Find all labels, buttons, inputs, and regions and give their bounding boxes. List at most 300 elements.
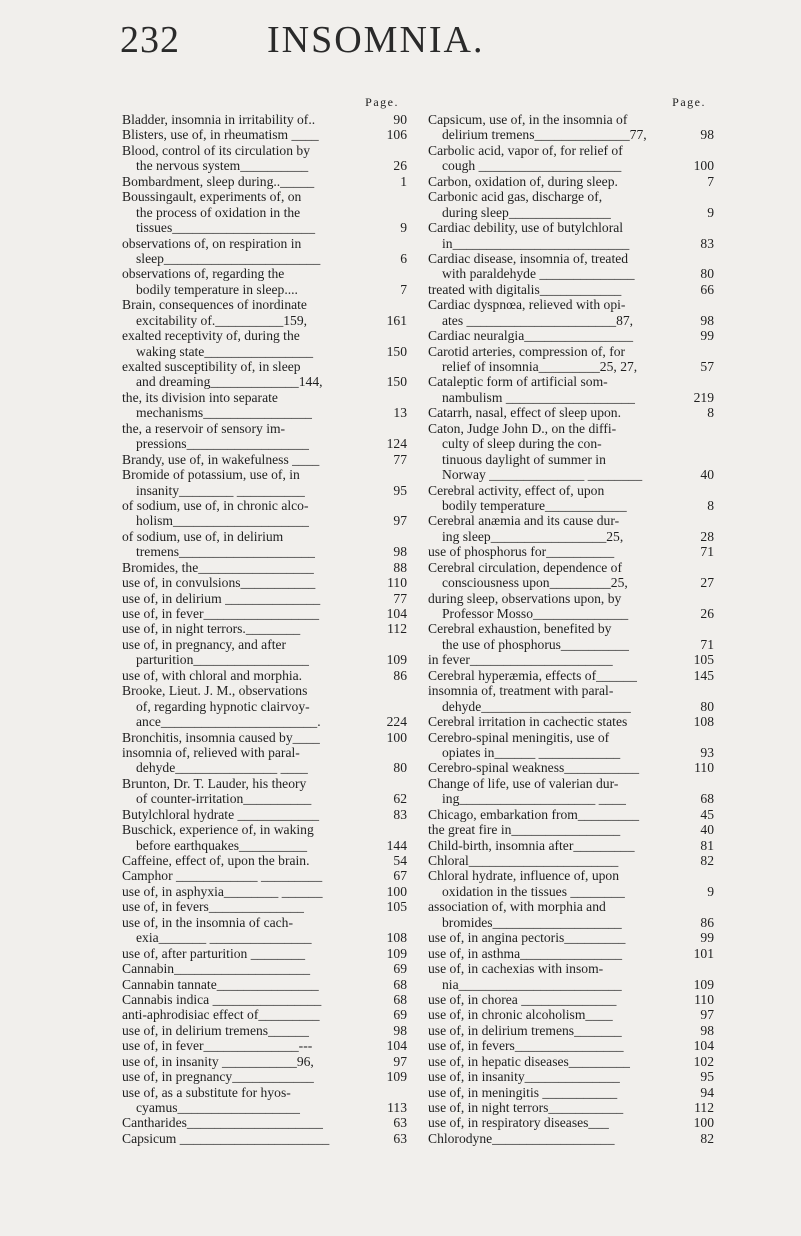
index-entry [428,1115,714,1130]
index-entry [122,1054,407,1069]
index-entry-text: Carotid arteries, compression of, for [428,343,626,359]
index-entry-text: Professor Mosso______________ [442,606,629,621]
index-entry-page: 13 [393,405,407,421]
index-entry [428,405,714,420]
index-entry [428,374,714,389]
index-entry-text: Cerebral irritation in cachectic states [428,714,628,730]
index-entry-page: 57 [700,359,714,374]
index-entry-text: before earthquakes__________ [136,837,307,853]
index-entry-text: Cerebral activity, effect of, upon [428,482,605,498]
index-entry [428,282,714,297]
index-entry-text: waking state________________ [136,343,314,359]
index-entry [122,575,407,590]
index-entry-page: 45 [700,806,714,822]
index-entry-text: anti-aphrodisiac effect of_________ [122,1007,320,1023]
index-entry-text: of sodium, use of, in chronic alco- [122,497,309,513]
index-entry [122,174,407,189]
index-entry-page: 105 [693,652,714,668]
index-entry-text: culty of sleep during the con- [442,436,602,452]
index-entry-text: Brooke, Lieut. J. M., observations [122,683,308,699]
index-entry-text: Carbonic acid gas, discharge of, [428,189,603,205]
index-entry-page: 83 [700,235,714,251]
index-entry-page: 68 [393,976,407,992]
index-entry-page: 100 [386,883,407,899]
index-entry-page: 94 [700,1084,714,1100]
index-entry [428,174,714,189]
index-entry-page: 104 [386,1038,407,1054]
index-entry-page: 99 [700,930,714,946]
index-entry-page: 71 [700,636,714,652]
index-entry-page: 1 [400,173,407,189]
index-entry [428,853,714,868]
index-entry [428,467,714,482]
index-entry-text: nambulism ___________________ [442,389,635,405]
index-entry-text: Caffeine, effect of, upon the brain. [122,853,310,868]
index-entry-text: Cardiac neuralgia________________ [428,328,633,344]
index-entry-text: use of, in insanity______________ [428,1069,620,1085]
index-entry [428,637,714,652]
index-entry-page: 100 [693,1115,714,1131]
index-entry [122,899,407,914]
index-entry [122,112,407,127]
index-entry-page: 90 [393,112,407,127]
index-entry-page: 88 [393,559,407,575]
index-entry-text: use of, in pregnancy____________ [122,1069,314,1085]
index-entry-page: 110 [387,575,407,591]
index-entry-text: use of, in fevers______________ [122,899,304,915]
index-entry [122,745,407,760]
index-entry-text: the nervous system__________ [136,158,309,174]
index-entry-text: ing____________________ ____ [442,791,626,807]
index-entry [428,606,714,621]
index-entry-text: Cardiac dyspnœa, relieved with opi- [428,297,626,313]
index-entry-text: the, its division into separate [122,389,278,405]
index-entry-page: 7 [400,281,407,297]
index-entry-text: Brain, consequences of inordinate [122,297,307,313]
index-entry-text: use of, in delirium tremens______ [122,1022,309,1038]
index-entry [122,390,407,405]
index-entry-page: 28 [700,528,714,544]
index-entry-text: Bladder, insomnia in irritability of.. [122,112,316,127]
index-entry-text: during sleep, observations upon, by [428,590,622,606]
index-entry [428,699,714,714]
index-entry [122,544,407,559]
index-entry [122,1131,407,1146]
index-entry-text: use of, in delirium tremens_______ [428,1022,622,1038]
index-entry [428,313,714,328]
index-entry-page: 113 [387,1100,407,1115]
index-entry-text: Caton, Judge John D., on the diffi- [428,420,617,436]
index-entry-page: 98 [700,1022,714,1038]
index-entry [428,1023,714,1038]
index-entry-text: Chicago, embarkation from_________ [428,806,640,822]
index-entry-text: use of, after parturition ________ [122,945,306,961]
index-entry [428,513,714,528]
index-entry-text: with paraldehyde ______________ [442,266,635,282]
index-entry-text: Cannabin tannate_______________ [122,976,319,992]
index-entry-page: 81 [700,837,714,853]
index-entry-text: Chloral______________________ [428,853,619,868]
index-entry [122,760,407,775]
index-entry [122,699,407,714]
index-entry [428,390,714,405]
index-entry-text: Chlorodyne__________________ [428,1130,615,1146]
index-entry-text: Cerebro-spinal meningitis, use of [428,729,610,745]
index-entry [428,544,714,559]
index-entry-text: cyamus__________________ [136,1100,300,1115]
index-entry-text: Cerebral exhaustion, benefited by [428,621,612,637]
index-entry [122,127,407,142]
index-entry [122,606,407,621]
index-entry-text: use of, in angina pectoris_________ [428,930,626,946]
index-entry-page: 82 [700,853,714,868]
index-entry [428,776,714,791]
index-entry [122,776,407,791]
index-entry-page: 9 [707,204,714,220]
index-entry-text: Carbolic acid, vapor of, for relief of [428,142,623,158]
index-entry [428,730,714,745]
index-entry-text: Child-birth, insomnia after_________ [428,837,635,853]
index-entry-text: the great fire in________________ [428,822,621,838]
index-entry-text: during sleep_______________ [442,204,611,220]
index-entry-page: 104 [386,606,407,621]
index-entry-text: Blisters, use of, in rheumatism ____ [122,127,319,143]
index-entry-text: use of, in the insomnia of cach- [122,914,294,930]
index-entry-page: 100 [386,729,407,745]
index-entry-text: Carbon, oxidation of, during sleep. [428,173,618,189]
index-entry-page: 110 [694,991,714,1007]
index-entry [122,483,407,498]
index-entry-page: 110 [694,760,714,776]
page-column-heading: Page. [365,95,399,109]
index-entry [428,930,714,945]
index-entry-text: use of, in chorea ______________ [428,991,617,1007]
index-entry-text: observations of, on respiration in [122,235,302,251]
index-entry-page: 112 [387,621,407,637]
index-entry-page: 112 [694,1100,714,1115]
index-entry [428,760,714,775]
index-entry-page: 97 [393,513,407,529]
index-entry [428,158,714,173]
index-entry-page: 9 [400,220,407,236]
index-entry-page: 104 [693,1038,714,1054]
index-entry-text: Boussingault, experiments of, on [122,189,302,205]
index-entry [122,868,407,883]
index-entry-text: dehyde_______________ ____ [136,760,308,776]
index-entry-text: Brunton, Dr. T. Lauder, his theory [122,775,307,791]
index-entry [122,467,407,482]
index-entry-text: Capsicum, use of, in the insomnia of [428,112,628,127]
index-entry-text: use of, in insanity ___________96, [122,1053,314,1069]
index-entry-text: exalted susceptibility of, in sleep [122,359,301,374]
index-entry-text: exalted receptivity of, during the [122,328,300,344]
index-entry [428,714,714,729]
index-entry [122,730,407,745]
index-entry [428,977,714,992]
index-entry-page: 68 [700,791,714,807]
index-entry [428,621,714,636]
index-entry [122,992,407,1007]
index-entry-text: cough _____________________ [442,158,622,174]
index-entry [428,668,714,683]
index-entry-page: 7 [707,173,714,189]
index-entry-text: Bromides, the_________________ [122,559,314,575]
index-entry-text: bodily temperature in sleep.... [136,281,298,297]
index-entry-page: 63 [393,1130,407,1146]
index-entry-text: the use of phosphorus__________ [442,636,629,652]
index-entry-page: 9 [707,883,714,899]
index-entry-text: use of, in fevers________________ [428,1038,624,1054]
index-entry [428,946,714,961]
index-entry-text: in fever_____________________ [428,652,613,668]
index-entry [428,452,714,467]
index-entry [122,436,407,451]
page-column-heading: Page. [672,95,706,109]
index-entry-text: Blood, control of its circulation by [122,142,311,158]
index-entry-page: 27 [700,575,714,591]
left-index-column [122,92,407,1146]
index-entry-page: 219 [693,389,714,405]
index-entry-page: 108 [693,714,714,730]
index-entry-text: Cantharides____________________ [122,1115,323,1131]
index-entry-text: use of, in night terrors___________ [428,1100,624,1115]
index-entry [122,1038,407,1053]
running-title: INSOMNIA. [267,19,485,61]
index-entry-text: use of phosphorus for__________ [428,544,615,560]
index-entry-page: 100 [693,158,714,174]
index-entry-text: insanity________ __________ [136,482,305,498]
index-entry [122,1069,407,1084]
index-entry [122,977,407,992]
index-entry-text: Chloral hydrate, influence of, upon [428,868,620,884]
index-entry-text: Cardiac debility, use of butylchloral [428,220,624,236]
index-entry-text: the process of oxidation in the [136,204,301,220]
index-entry-text: Buschick, experience of, in waking [122,822,314,838]
index-entry [122,1085,407,1100]
index-entry [428,1131,714,1146]
index-entry-text: Cannabin____________________ [122,961,311,977]
index-entry-page: 150 [386,343,407,359]
index-entry-page: 95 [700,1069,714,1085]
index-entry-text: consciousness upon_________25, [442,575,628,591]
index-entry [122,236,407,251]
index-entry-text: Cerebro-spinal weakness___________ [428,760,640,776]
index-entry [428,205,714,220]
index-entry-text: Catarrh, nasal, effect of sleep upon. [428,405,622,421]
index-entry [428,436,714,451]
index-entry [428,189,714,204]
index-entry-text: tinuous daylight of summer in [442,451,606,467]
index-entry [428,791,714,806]
index-entry-text: use of, in chronic alcoholism____ [428,1007,613,1023]
index-entry-page: 99 [700,328,714,344]
index-entry-text: Cerebral circulation, dependence of [428,559,622,575]
index-entry [122,359,407,374]
index-entry [122,405,407,420]
index-entry-text: the, a reservoir of sensory im- [122,420,286,436]
index-entry [122,591,407,606]
index-entry-page: 69 [393,961,407,977]
index-entry [428,112,714,127]
index-entry-text: observations of, regarding the [122,266,285,282]
index-entry-text: parturition_________________ [136,652,309,668]
index-entry-text: use of, with chloral and morphia. [122,667,303,683]
index-entry-page: 40 [700,822,714,838]
index-entry-text: ance_______________________. [136,714,321,730]
index-entry [428,560,714,575]
index-entry [122,1023,407,1038]
index-entry [428,529,714,544]
index-entry-text: use of, in respiratory diseases___ [428,1115,609,1131]
index-entry [122,560,407,575]
index-entry-page: 82 [700,1130,714,1146]
index-entry-page: 97 [393,1053,407,1069]
index-entry-text: dehyde______________________ [442,698,631,714]
index-entry-text: Bromide of potassium, use of, in [122,467,300,483]
index-entry [428,143,714,158]
index-entry-page: 109 [386,1069,407,1085]
index-entry [122,637,407,652]
index-entry-page: 26 [700,606,714,621]
index-entry-text: Bronchitis, insomnia caused by____ [122,729,320,745]
index-entry [428,483,714,498]
index-entry-page: 98 [393,1022,407,1038]
index-entry-text: in__________________________ [442,235,630,251]
index-entry-page: 161 [386,312,407,328]
index-entry [122,946,407,961]
index-entry-page: 71 [700,544,714,560]
index-entry [428,251,714,266]
index-entry-page: 93 [700,744,714,760]
index-entry-page: 6 [400,250,407,266]
index-entry [428,652,714,667]
index-entry [428,127,714,142]
index-entry [428,868,714,883]
index-entry [122,297,407,312]
index-entry-page: 62 [393,791,407,807]
index-entry-page: 97 [700,1007,714,1023]
index-entry-text: Cataleptic form of artificial som- [428,374,608,390]
index-entry-text: Camphor ____________ _________ [122,868,323,884]
index-entry-page: 54 [393,853,407,868]
index-entry-text: association of, with morphia and [428,899,606,915]
index-entry-page: 83 [393,806,407,822]
index-entry-page: 80 [393,760,407,776]
index-entry-text: of, regarding hypnotic clairvoy- [136,698,310,714]
index-entry [122,652,407,667]
index-entry [122,838,407,853]
index-entry [122,1007,407,1022]
index-entry-page: 66 [700,281,714,297]
index-entry-page: 109 [693,976,714,992]
index-entry-text: holism____________________ [136,513,309,529]
index-entry [122,266,407,281]
index-entry-page: 108 [386,930,407,946]
index-entry [428,915,714,930]
index-entry-text: Cardiac disease, insomnia of, treated [428,250,629,266]
index-entry [428,236,714,251]
index-entry [122,220,407,235]
index-entry [428,328,714,343]
index-entry [122,668,407,683]
index-entry [122,143,407,158]
index-entry-text: ates ______________________87, [442,312,634,328]
index-entry-text: use of, in asthma_______________ [428,945,623,961]
index-entry [428,297,714,312]
index-entry-text: tremens____________________ [136,544,315,560]
page-number: 232 [120,19,180,61]
index-entry-text: use of, in night terrors.________ [122,621,301,637]
index-entry-page: 63 [393,1115,407,1131]
index-entry [122,822,407,837]
index-entry [428,992,714,1007]
index-entry-text: exia_______ _______________ [136,930,312,946]
index-entry [122,1115,407,1130]
index-entry [122,683,407,698]
index-entry-page: 68 [393,991,407,1007]
index-entry-text: use of, in delirium ______________ [122,590,321,606]
index-entry [428,359,714,374]
index-entry [428,421,714,436]
index-entry [428,961,714,976]
index-entry [122,328,407,343]
index-entry [122,344,407,359]
index-entry-text: use of, in hepatic diseases_________ [428,1053,630,1069]
index-entry [122,498,407,513]
index-entry [122,189,407,204]
index-entry-text: Norway ______________ ________ [442,467,643,483]
index-entry [122,791,407,806]
index-entry-page: 98 [700,312,714,328]
index-entry [122,529,407,544]
index-entry-page: 69 [393,1007,407,1023]
index-entry-page: 144 [386,837,407,853]
index-entry-page: 77 [393,451,407,467]
index-entry-text: ing sleep_________________25, [442,528,624,544]
index-entry [122,930,407,945]
index-entry-text: tissues_____________________ [136,220,315,236]
index-entry-page: 109 [386,945,407,961]
index-entry-page: 86 [393,667,407,683]
index-entry-page: 101 [693,945,714,961]
index-entry-text: insomnia of, treatment with paral- [428,683,614,699]
index-entry [428,884,714,899]
index-entry [428,1007,714,1022]
index-entry-text: Cannabis indica ________________ [122,991,322,1007]
index-entry-text: relief of insomnia_________25, 27, [442,359,638,374]
index-entry-text: Change of life, use of valerian dur- [428,775,619,791]
right-index-entries [428,112,714,1146]
index-entry-text: oxidation in the tissues ________ [442,883,625,899]
index-entry-page: 224 [386,714,407,730]
index-entry-page: 98 [393,544,407,560]
index-entry [428,1054,714,1069]
index-entry-page: 8 [707,497,714,513]
index-entry-page: 77 [393,590,407,606]
index-entry [122,158,407,173]
index-entry-text: opiates in______ ____________ [442,744,621,760]
index-entry [428,745,714,760]
index-entry [122,1100,407,1115]
left-index-entries [122,112,407,1146]
index-entry [428,575,714,590]
index-entry-text: use of, in fever______________--- [122,1038,313,1054]
index-entry [428,683,714,698]
index-entry [428,1100,714,1115]
index-entry-text: Cerebral hyperæmia, effects of______ [428,667,637,683]
index-entry-text: of counter-irritation__________ [136,791,312,807]
index-entry-page: 106 [386,127,407,143]
